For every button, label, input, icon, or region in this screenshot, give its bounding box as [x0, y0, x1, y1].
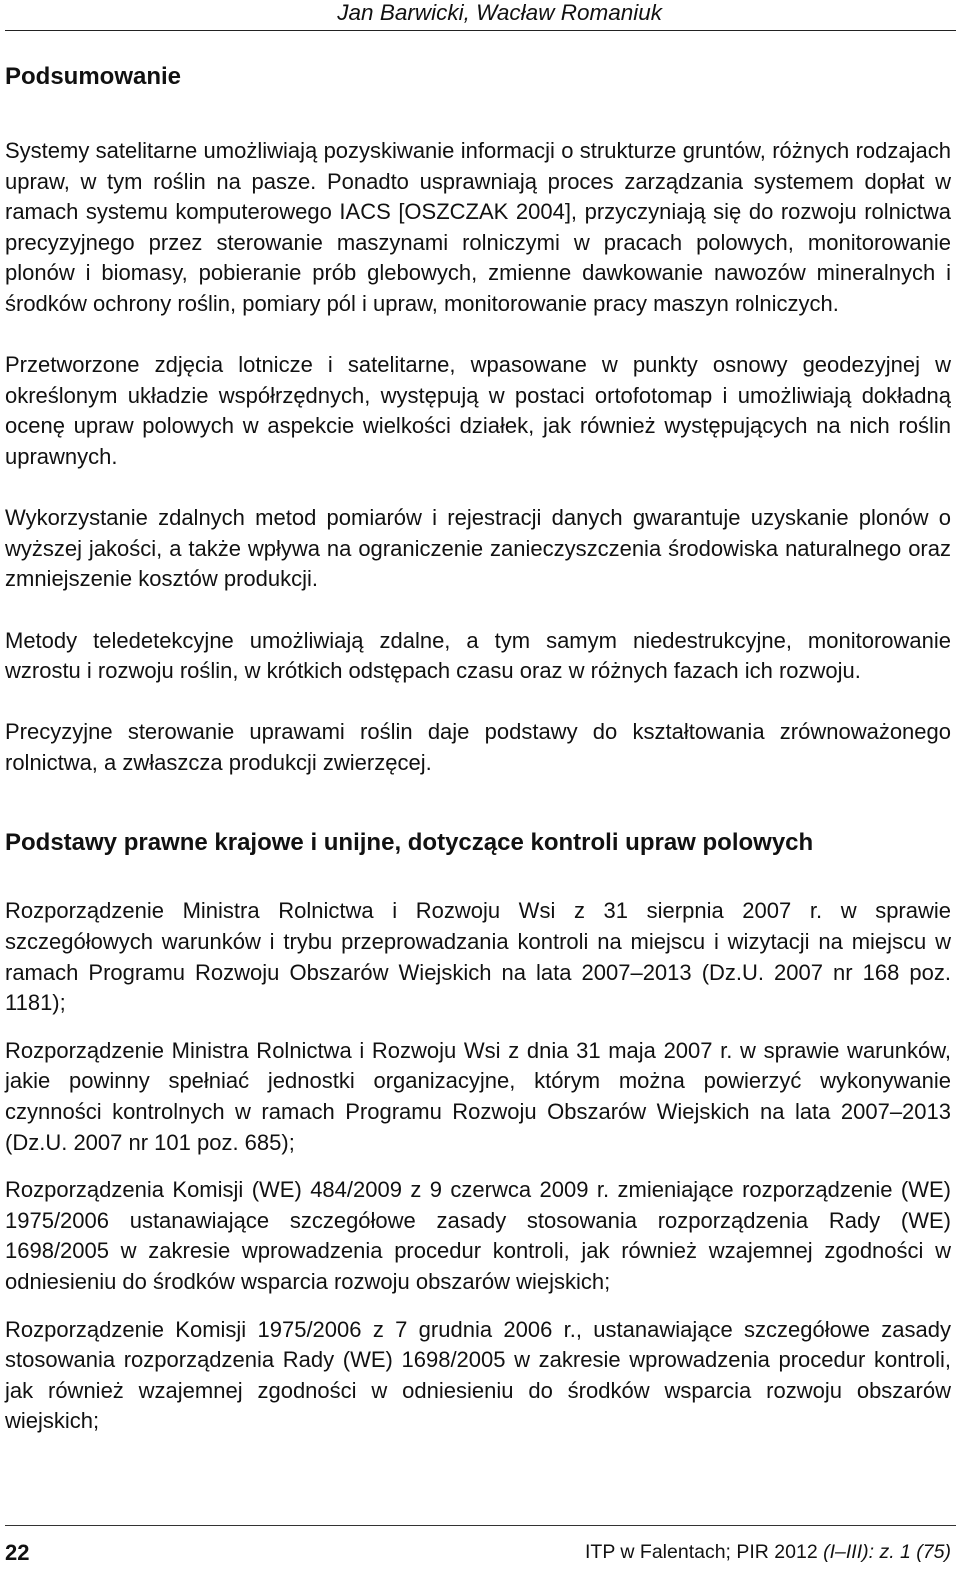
running-header-authors: Jan Barwicki, Wacław Romaniuk	[337, 0, 662, 25]
journal-issue: (I–III): z. 1 (75)	[823, 1541, 951, 1563]
legal-reference-item: Rozporządzenia Komisji (WE) 484/2009 z 9 czerwca 2009 r. zmieniające rozporządzenie (WE) 1975/2006 ustanawiające szczegółowe zasady stosowania rozporządzenia Rady (WE) 1698/2005 w zakresie wprowadzenia procedur kontroli, jak również wzajemnej zgodności w odniesieniu do środków wsparcia rozwoju obszarów wiejskich;	[5, 1177, 951, 1294]
legal-reference-item: Rozporządzenie Ministra Rolnictwa i Rozwoju Wsi z 31 sierpnia 2007 r. w sprawie szczegółowych warunków i trybu przeprowadzania kontroli na miejscu i wizytacji na miejscu w ramach Programu Rozwoju Obszarów Wiejskich na lata 2007–2013 (Dz.U. 2007 nr 168 poz. 1181);	[5, 898, 951, 1016]
legal-reference-item: Rozporządzenie Ministra Rolnictwa i Rozwoju Wsi z dnia 31 maja 2007 r. w sprawie warunków, jakie powinny spełniać jednostki organizacyjne, którym można powierzyć wykonywanie czynności kontrolnych w ramach Programu Rozwoju Obszarów Wiejskich na lata 2007–2013 (Dz.U. 2007 nr 101 poz. 685);	[5, 1037, 951, 1155]
section-heading-summary: Podsumowanie	[5, 63, 182, 90]
journal-info	[585, 1540, 951, 1564]
summary-section	[5, 136, 951, 778]
section-heading-legal-basis: Podstawy prawne krajowe i unijne, dotyczące kontroli upraw polowych	[5, 829, 814, 857]
footer-rule	[5, 1525, 956, 1526]
summary-paragraph: Wykorzystanie zdalnych metod pomiarów i rejestracji danych gwarantuje uzyskanie plonów o wyższej jakości, a także wpływa na ograniczenie zanieczyszczenia środowiska naturalnego oraz zmniejszenie kosztów produkcji.	[5, 505, 951, 592]
page-content	[5, 56, 951, 1437]
legal-basis-section	[5, 896, 951, 1437]
legal-reference-item: Rozporządzenie Komisji 1975/2006 z 7 grudnia 2006 r., ustanawiające szczegółowe zasady stosowania rozporządzenia Rady (WE) 1698/2005 w zakresie wprowadzenia procedur kontroli, jak również wzajemnej zgodności w odniesieniu do środków wsparcia rozwoju obszarów wiejskich;	[5, 1316, 951, 1434]
summary-paragraph: Systemy satelitarne umożliwiają pozyskiwanie informacji o strukturze gruntów, różnych rodzajach upraw, w tym roślin na pasze. Ponadto usprawniają proces zarządzania systemem dopłat w ramach systemu komputerowego IACS [OSZCZAK 2004], przyczyniają się do rozwoju rolnictwa precyzyjnego przez sterowanie maszynami rolniczymi w pracach polowych, monitorowanie plonów i biomasy, pobieranie prób glebowych, zmienne dawkowanie nawozów mineralnych i środków ochrony roślin, pomiary pól i upraw, monitorowanie pracy maszyn rolniczych.	[5, 138, 951, 316]
summary-paragraph: Precyzyjne sterowanie uprawami roślin daje podstawy do kształtowania zrównoważonego rolnictwa, a zwłaszcza produkcji zwierzęcej.	[5, 719, 951, 775]
page-number: 22	[5, 1540, 30, 1565]
summary-paragraph: Przetworzone zdjęcia lotnicze i satelitarne, wpasowane w punkty osnowy geodezyjnej w określonym układzie współrzędnych, występują w postaci ortofotomap i umożliwiają dokładną ocenę upraw polowych w aspekcie wielkości działek, jak również występujących na nich roślin uprawnych.	[5, 352, 951, 469]
journal-name: ITP w Falentach; PIR 2012	[585, 1541, 818, 1563]
header-rule	[5, 30, 956, 31]
summary-paragraph: Metody teledetekcyjne umożliwiają zdalne, a tym samym niedestrukcyjne, monitorowanie wzrostu i rozwoju roślin, w krótkich odstępach czasu oraz w różnych fazach ich rozwoju.	[5, 627, 951, 684]
